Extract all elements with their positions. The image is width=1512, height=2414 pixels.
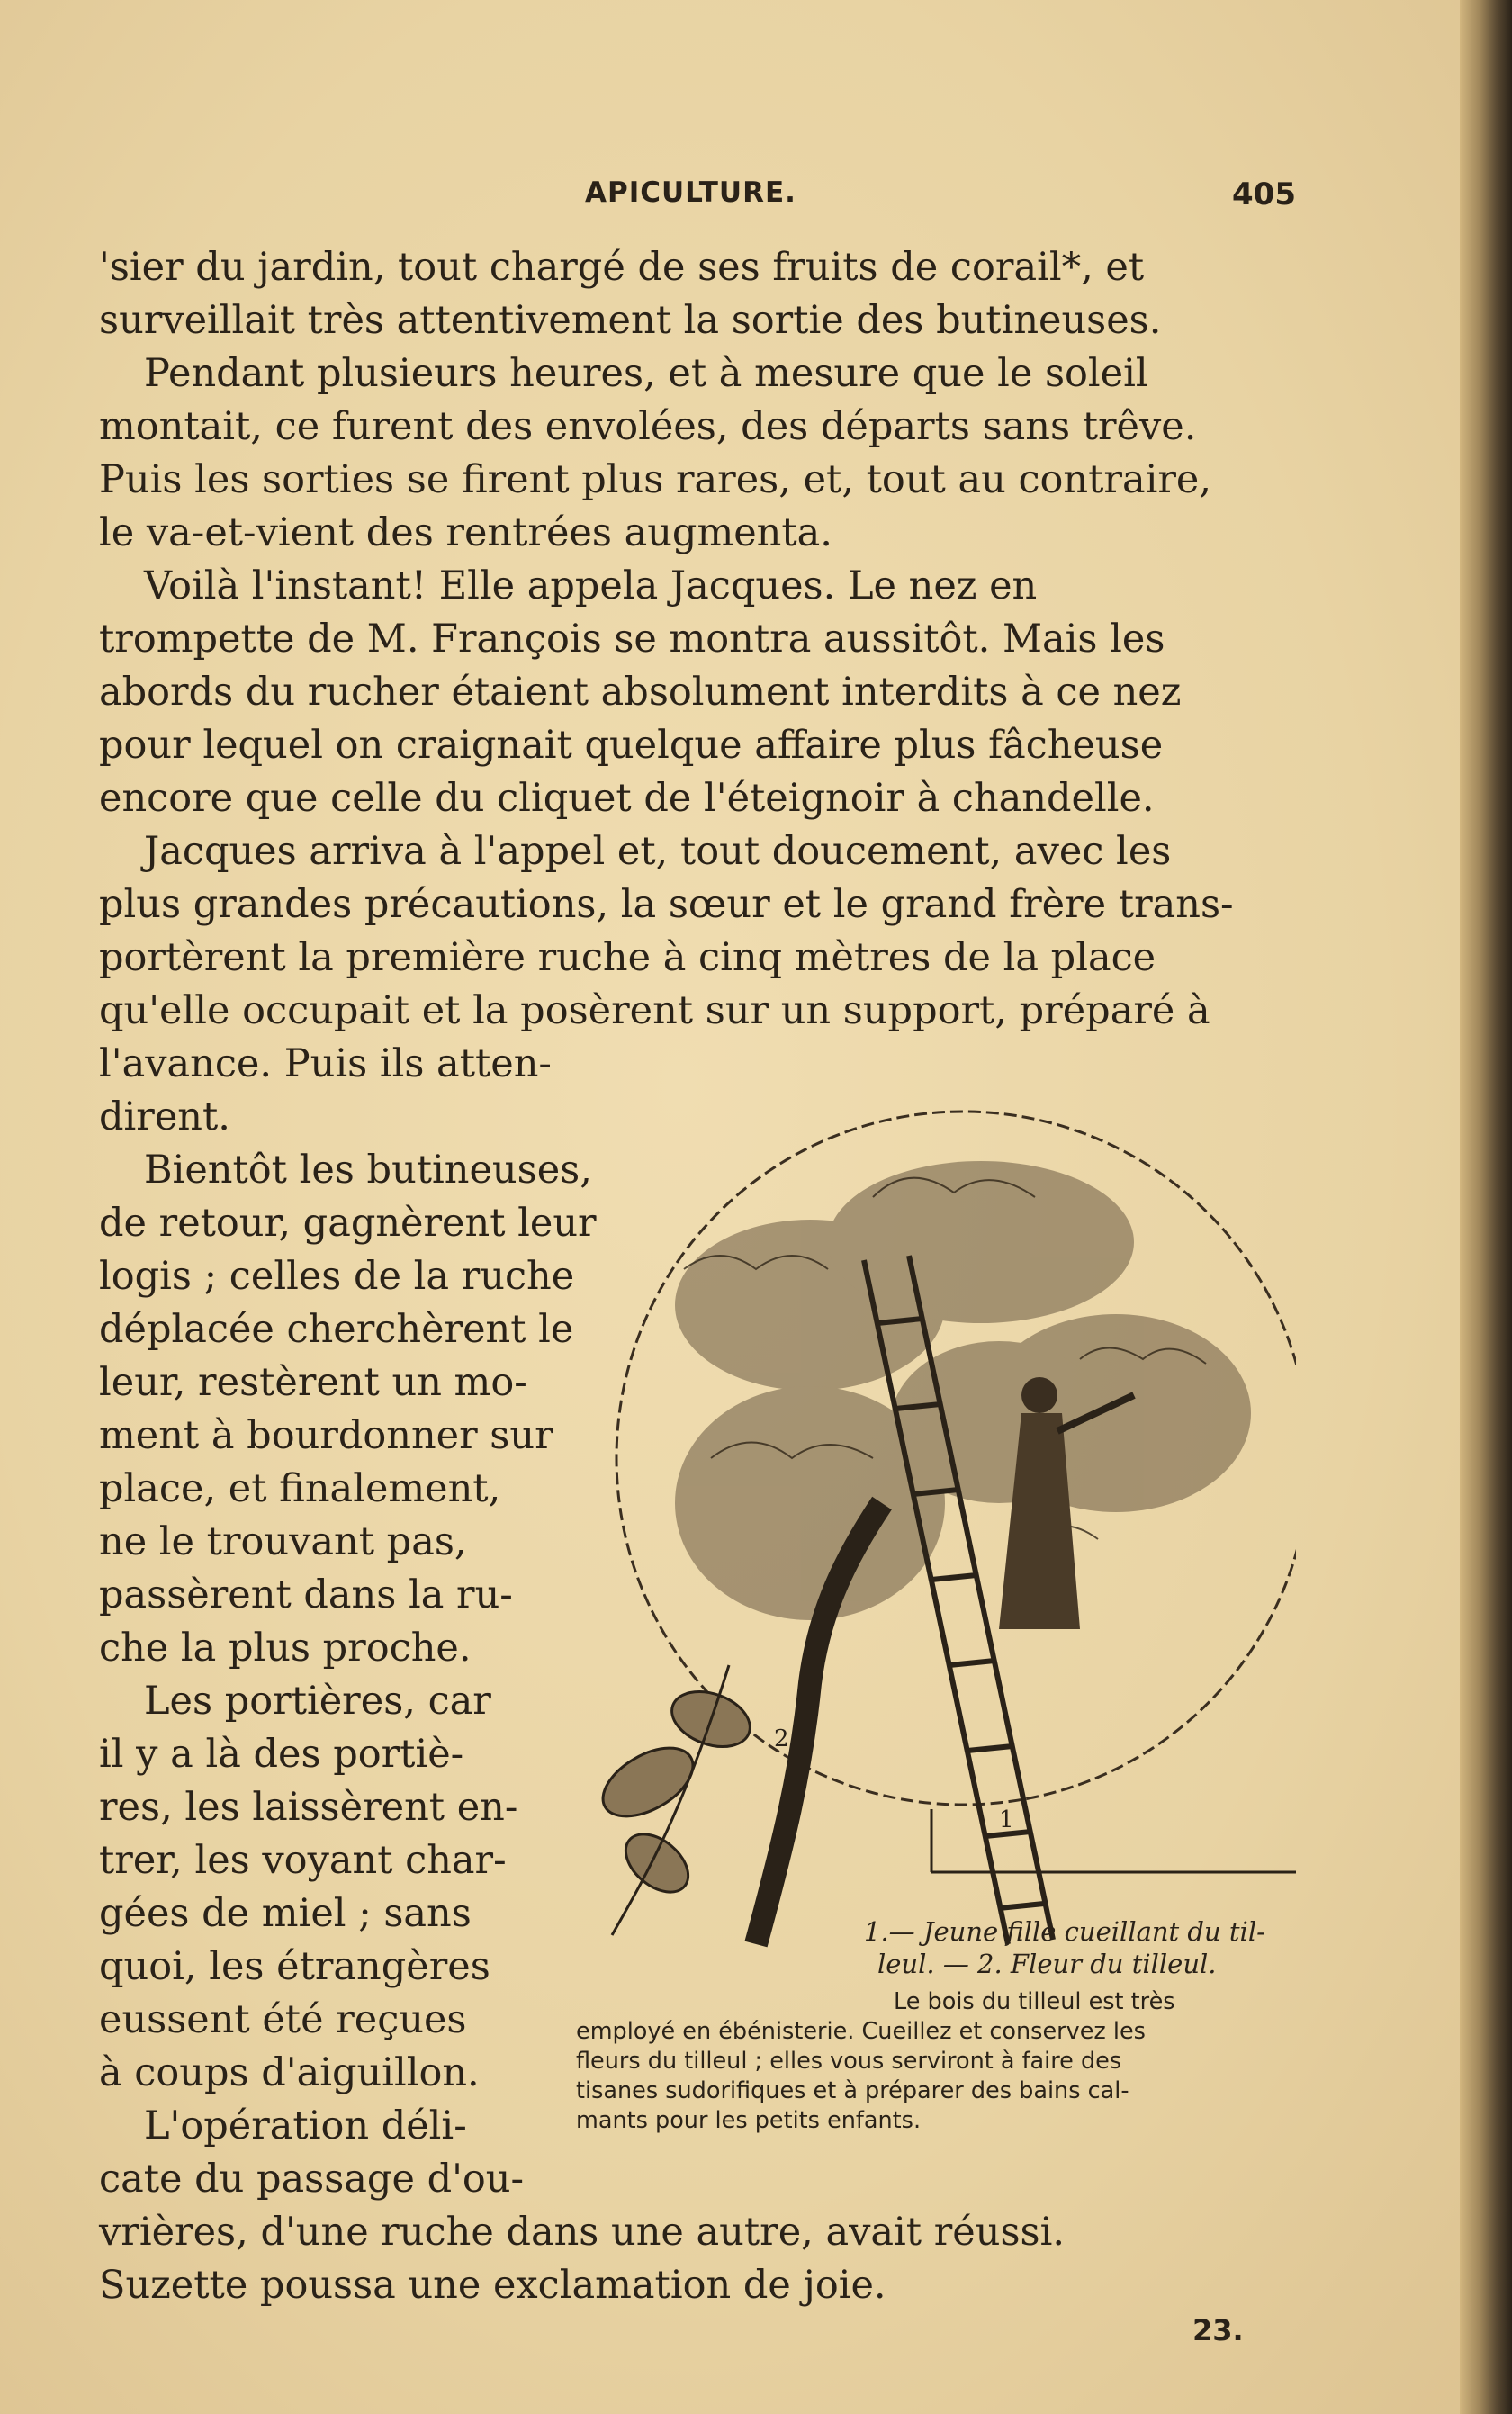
linden-illustration — [576, 1035, 1296, 1989]
linden-flower-sprig — [591, 1665, 757, 1935]
text-line: Puis les sorties se firent plus rares, et, tout au contraire, — [99, 457, 1212, 502]
printer-signature: 23. — [1192, 2313, 1244, 2347]
text-line: ne le trouvant pas, — [99, 1519, 467, 1564]
text-line: quoi, les étrangères — [99, 1944, 490, 1989]
text-line: encore que celle du cliquet de l'éteignoir à chandelle. — [99, 776, 1155, 821]
foliage — [675, 1161, 1251, 1620]
caption-line: fleurs du tilleul ; elles vous serviront à faire des — [576, 2048, 1122, 2075]
text-line: plus grandes précautions, la sœur et le grand frère trans- — [99, 882, 1234, 927]
figure-label-1: 1 — [999, 1806, 1014, 1833]
text-line: Les portières, car — [144, 1679, 491, 1724]
text-line: vrières, d'une ruche dans une autre, avait réussi. — [99, 2210, 1066, 2255]
text-line: logis ; celles de la ruche — [99, 1254, 575, 1299]
caption-title-line: leul. — 2. Fleur du tilleul. — [878, 1949, 1217, 1979]
text-line: che la plus proche. — [99, 1626, 472, 1671]
text-line: surveillait très attentivement la sortie des butineuses. — [99, 298, 1162, 343]
running-title: APICULTURE. — [585, 176, 796, 209]
page-number: 405 — [1232, 176, 1296, 212]
caption-line: mants pour les petits enfants. — [576, 2107, 922, 2134]
text-line: trompette de M. François se montra aussitôt. Mais les — [99, 617, 1166, 662]
text-line: il y a là des portiè- — [99, 1732, 464, 1777]
caption-title-line: 1.— Jeune fille cueillant du til- — [864, 1916, 1265, 1947]
text-line: montait, ce furent des envolées, des départs sans trêve. — [99, 404, 1197, 449]
text-line: portèrent la première ruche à cinq mètres de la place — [99, 935, 1156, 980]
text-line: passèrent dans la ru- — [99, 1572, 513, 1617]
text-line: de retour, gagnèrent leur — [99, 1201, 597, 1246]
text-line: res, les laissèrent en- — [99, 1785, 518, 1830]
text-line: Pendant plusieurs heures, et à mesure que le soleil — [144, 351, 1148, 396]
text-line: eussent été reçues — [99, 1997, 467, 2042]
text-line: leur, restèrent un mo- — [99, 1360, 527, 1405]
caption-line: employé en ébénisterie. Cueillez et conservez les — [576, 2018, 1146, 2045]
text-line: 'sier du jardin, tout chargé de ses fruits de corail*, et — [99, 245, 1145, 290]
text-line: l'avance. Puis ils atten- — [99, 1041, 552, 1086]
text-line: Jacques arriva à l'appel et, tout doucement, avec les — [144, 829, 1172, 874]
text-line: Suzette poussa une exclamation de joie. — [99, 2263, 886, 2308]
text-line: Bientôt les butineuses, — [144, 1148, 592, 1193]
text-line: qu'elle occupait et la posèrent sur un support, préparé à — [99, 988, 1210, 1033]
caption-line: Le bois du tilleul est très — [894, 1988, 1175, 2015]
text-line: cate du passage d'ou- — [99, 2157, 525, 2202]
text-line: trer, les voyant char- — [99, 1838, 507, 1883]
text-line: abords du rucher étaient absolument interdits à ce nez — [99, 670, 1182, 715]
text-line: ment à bourdonner sur — [99, 1413, 554, 1458]
figure-label-2: 2 — [774, 1725, 789, 1752]
text-line: déplacée cherchèrent le — [99, 1307, 574, 1352]
book-spine — [1460, 0, 1512, 2414]
text-line: L'opération déli- — [144, 2103, 467, 2148]
text-line: Voilà l'instant! Elle appela Jacques. Le nez en — [144, 563, 1038, 608]
text-line: place, et finalement, — [99, 1466, 501, 1511]
text-line: gées de miel ; sans — [99, 1891, 472, 1936]
text-line: à coups d'aiguillon. — [99, 2050, 480, 2095]
caption-line: tisanes sudorifiques et à préparer des bains cal- — [576, 2077, 1130, 2104]
text-line: le va-et-vient des rentrées augmenta. — [99, 510, 832, 555]
page-header — [99, 176, 1296, 212]
text-line: pour lequel on craignait quelque affaire plus fâcheuse — [99, 723, 1164, 768]
text-line: dirent. — [99, 1094, 230, 1139]
